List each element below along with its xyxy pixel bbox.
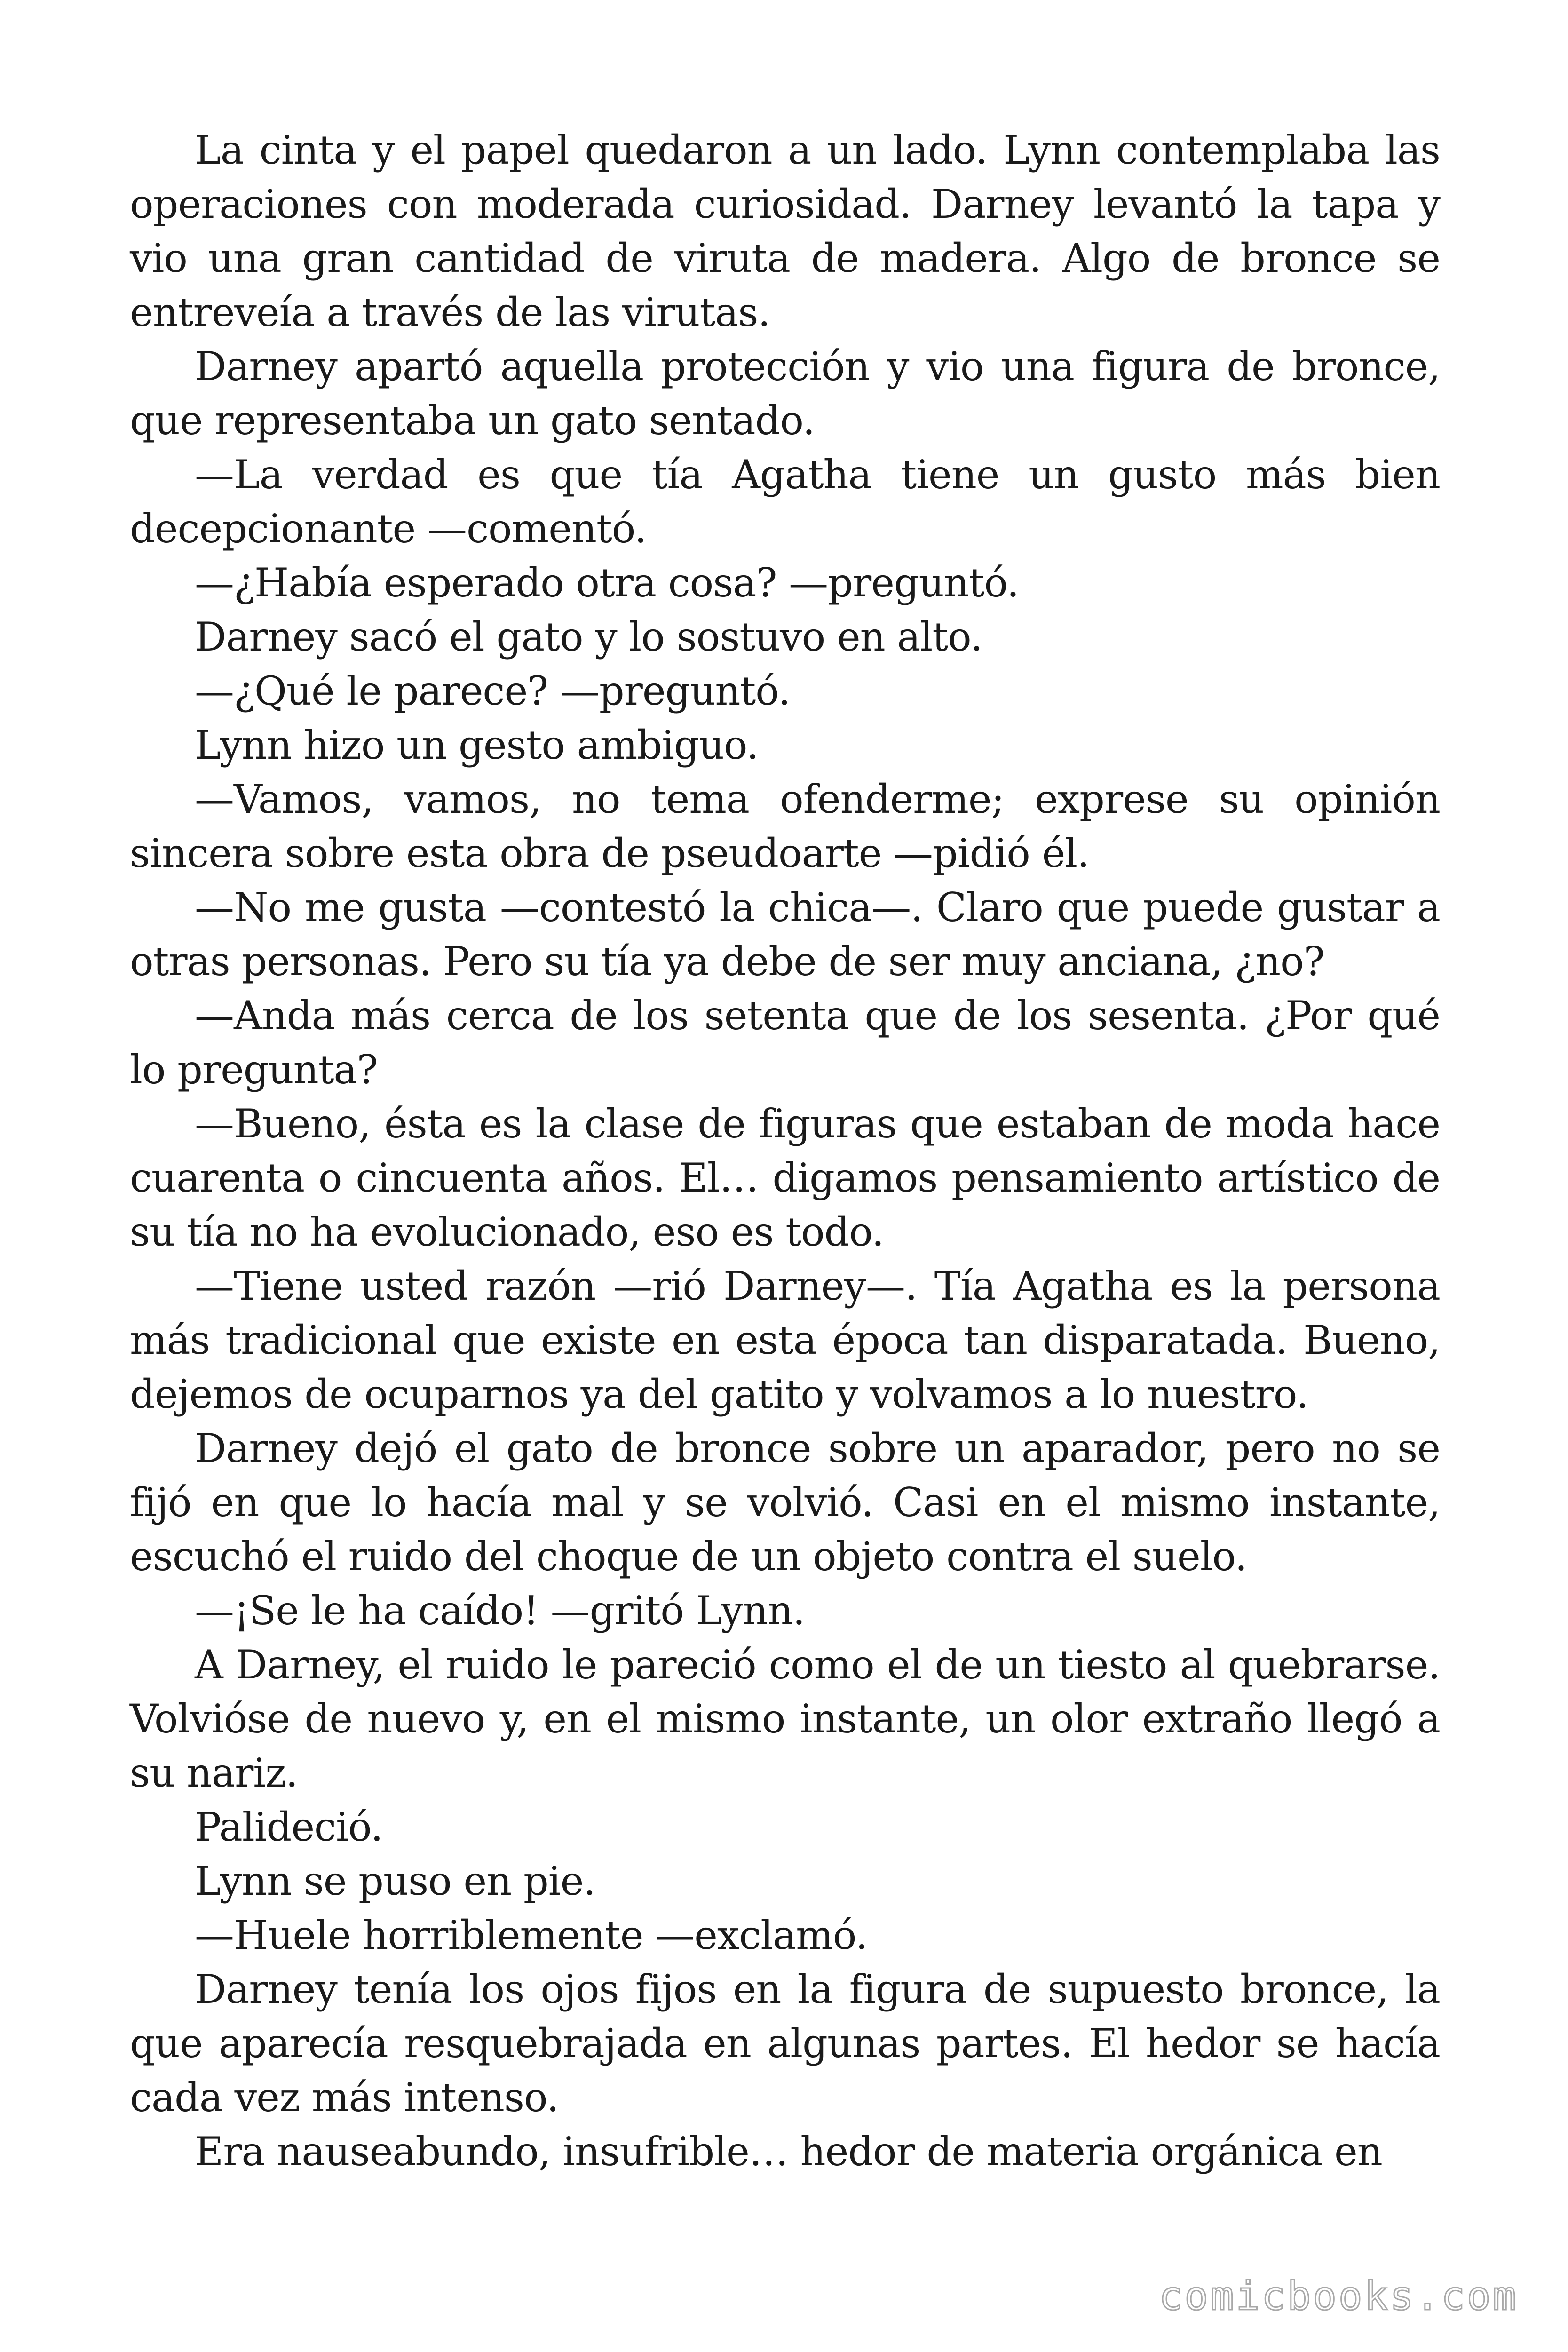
paragraph-18: —Huele horriblemente —exclamó. [195, 1912, 868, 1958]
paragraph-3: —La verdad es que tía Agatha tiene un gusto más bien decepcionante —comentó. [130, 452, 1440, 552]
paragraph-17: Lynn se puso en pie. [195, 1858, 595, 1904]
watermark: comicbooks.com [1158, 2273, 1518, 2319]
paragraph-19: Darney tenía los ojos fijos en la figura de supuesto bronce, la que aparecía resquebrajada en algunas partes. El hedor se hacía cada vez más intenso. [130, 1966, 1440, 2121]
paragraph-10: —Anda más cerca de los setenta que de los sesenta. ¿Por qué lo pregunta? [130, 993, 1440, 1093]
paragraph-11: —Bueno, ésta es la clase de figuras que estaban de moda hace cuarenta o cincuenta años. El… digamos pensamiento artístico de su tía no ha evolucionado, eso es todo. [130, 1101, 1440, 1255]
paragraph-5: Darney sacó el gato y lo sostuvo en alto. [195, 614, 982, 660]
paragraph-6: —¿Qué le parece? —preguntó. [195, 668, 791, 714]
paragraph-14: —¡Se le ha caído! —gritó Lynn. [195, 1588, 805, 1634]
paragraph-7: Lynn hizo un gesto ambiguo. [195, 722, 759, 768]
paragraph-9: —No me gusta —contestó la chica—. Claro que puede gustar a otras personas. Pero su tía ya debe de ser muy anciana, ¿no? [130, 884, 1440, 985]
paragraph-1: La cinta y el papel quedaron a un lado. Lynn contemplaba las operaciones con moderada curiosidad. Darney levantó la tapa y vio una gran cantidad de viruta de madera. Algo de bronce se entreveía a través de las virutas. [130, 127, 1440, 335]
paragraph-2: Darney apartó aquella protección y vio una figura de bronce, que representaba un gato sentado. [130, 343, 1440, 444]
paragraph-8: —Vamos, vamos, no tema ofenderme; exprese su opinión sincera sobre esta obra de pseudoarte —pidió él. [130, 776, 1440, 876]
paragraph-12: —Tiene usted razón —rió Darney—. Tía Agatha es la persona más tradicional que existe en esta época tan disparatada. Bueno, dejemos de ocuparnos ya del gatito y volvamos a lo nuestro. [130, 1263, 1440, 1417]
paragraph-4: —¿Había esperado otra cosa? —preguntó. [195, 560, 1019, 606]
paragraph-15: A Darney, el ruido le pareció como el de un tiesto al quebrarse. Volvióse de nuevo y, en el mismo instante, un olor extraño llegó a su nariz. [130, 1642, 1440, 1796]
paragraph-16: Palideció. [195, 1804, 383, 1850]
book-page-text [130, 123, 1440, 2179]
paragraph-13: Darney dejó el gato de bronce sobre un aparador, pero no se fijó en que lo hacía mal y se volvió. Casi en el mismo instante, escuchó el ruido del choque de un objeto contra el suelo. [130, 1425, 1440, 1580]
paragraph-20: Era nauseabundo, insufrible… hedor de materia orgánica en [195, 2129, 1382, 2175]
